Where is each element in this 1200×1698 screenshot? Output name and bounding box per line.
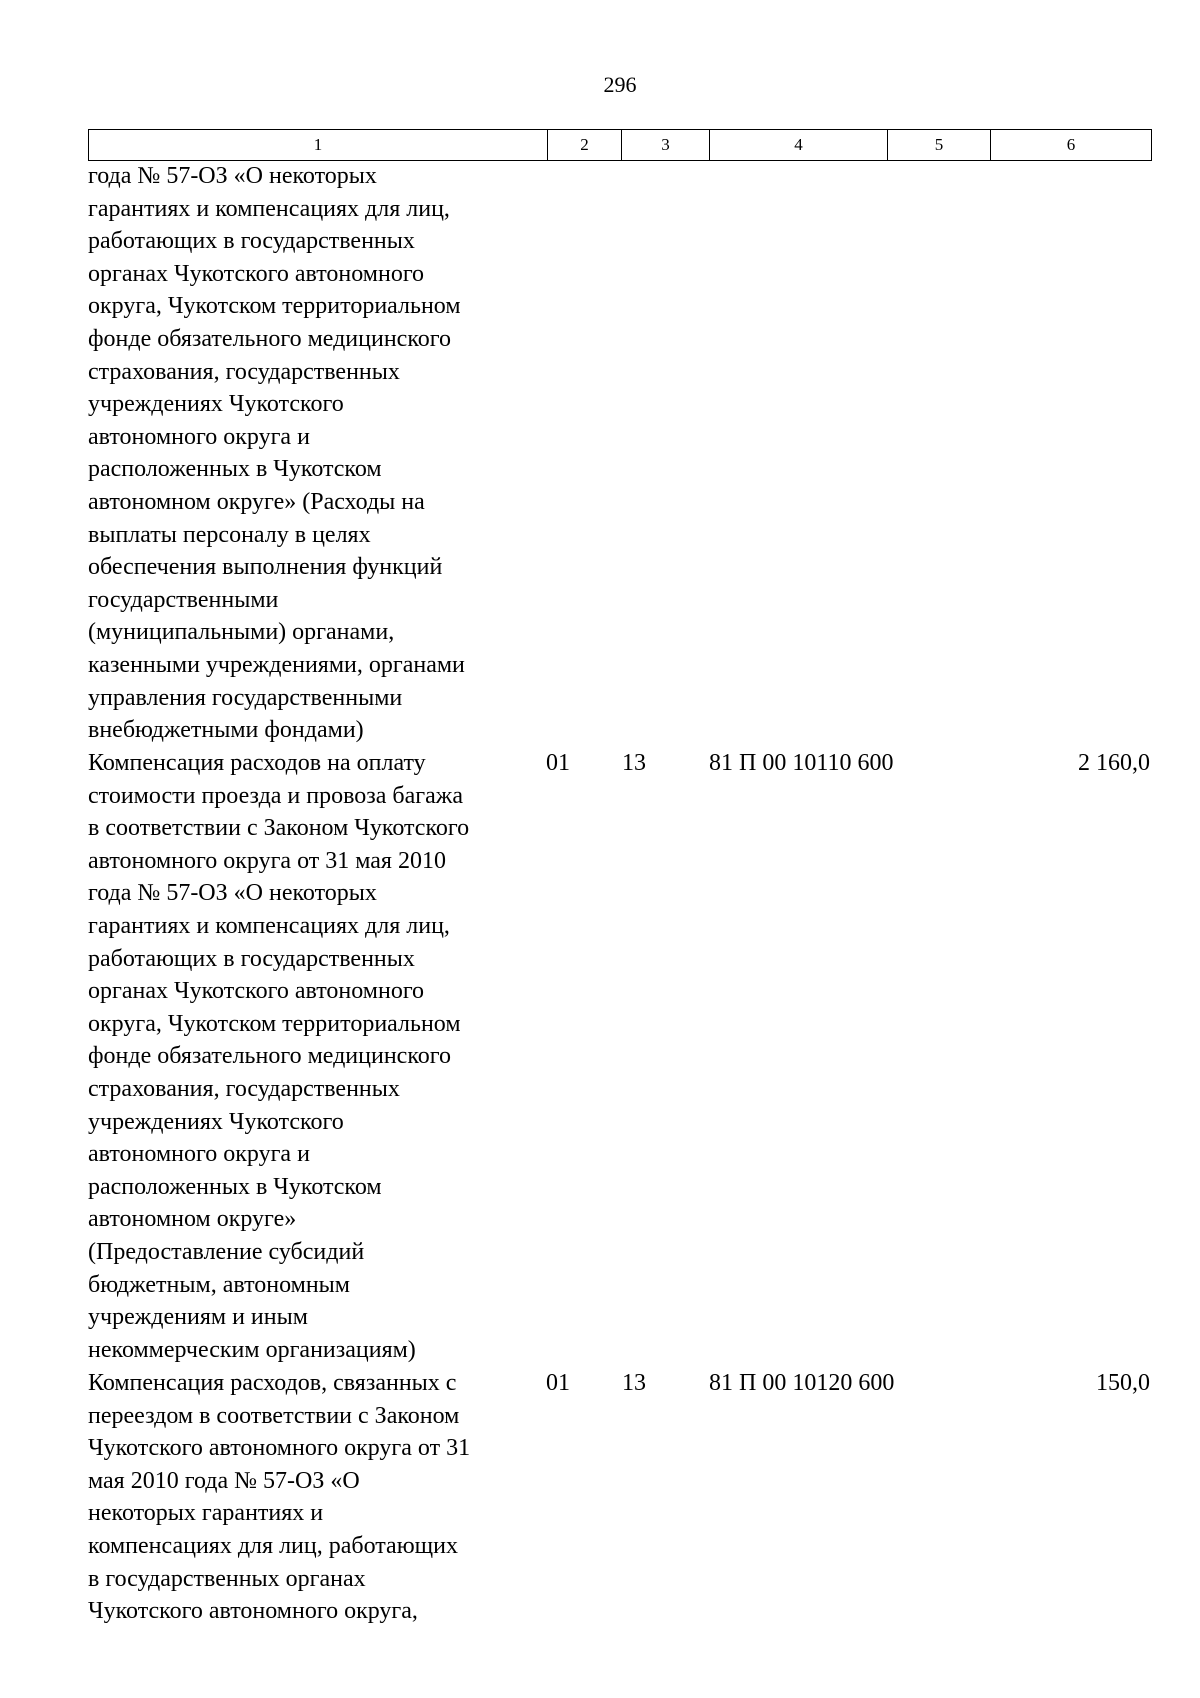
- row-section-code: 01: [546, 1370, 570, 1396]
- column-header-6: 6: [991, 130, 1152, 161]
- column-header-1: 1: [89, 130, 548, 161]
- column-header-4: 4: [710, 130, 888, 161]
- row-amount: 150,0: [1096, 1370, 1150, 1396]
- column-header-row: [89, 130, 1152, 161]
- page-number: 296: [603, 72, 637, 97]
- row-section-code: 01: [546, 750, 570, 776]
- row-description: года № 57-ОЗ «О некоторых гарантиях и компенсациях для лиц, работающих в государственных органах Чукотского автономного округа, Чукотском территориальном фонде обязательного медицинского страхования, государственных учреждениях Чукотского автономного округа и расположенных в Чукотском автономном округе» (Расходы на выплаты персоналу в целях обеспечения выполнения функций государственными (муниципальными) органами, казенными учреждениями, органами управления государственными внебюджетными фондами): [88, 163, 465, 744]
- column-header-2: 2: [548, 130, 622, 161]
- row-target-article-code: 81 П 00 10120 600: [709, 1370, 895, 1396]
- row-subsection-code: 13: [622, 750, 646, 776]
- row-description: Компенсация расходов, связанных с переездом в соответствии с Законом Чукотского автономного округа от 31 мая 2010 года № 57-ОЗ «О некоторых гарантиях и компенсациях для лиц, работающих в государственных органах Чукотского автономного округа,: [88, 1370, 471, 1625]
- column-header-3: 3: [622, 130, 710, 161]
- row-target-article-code: 81 П 00 10110 600: [709, 750, 894, 776]
- row-description: Компенсация расходов на оплату стоимости проезда и провоза багажа в соответствии с Законом Чукотского автономного округа от 31 мая 2010 года № 57-ОЗ «О некоторых гарантиях и компенсациях для лиц, работающих в государственных органах Чукотского автономного округа, Чукотском территориальном фонде обязательного медицинского страхования, государственных учреждениях Чукотского автономного округа и расположенных в Чукотском автономном округе» (Предоставление субсидий бюджетным, автономным учреждениям и иным некоммерческим организациям): [88, 750, 470, 1363]
- row-subsection-code: 13: [622, 1370, 646, 1396]
- row-amount: 2 160,0: [1078, 750, 1150, 776]
- column-header-table: [88, 129, 1152, 161]
- column-header-5: 5: [888, 130, 991, 161]
